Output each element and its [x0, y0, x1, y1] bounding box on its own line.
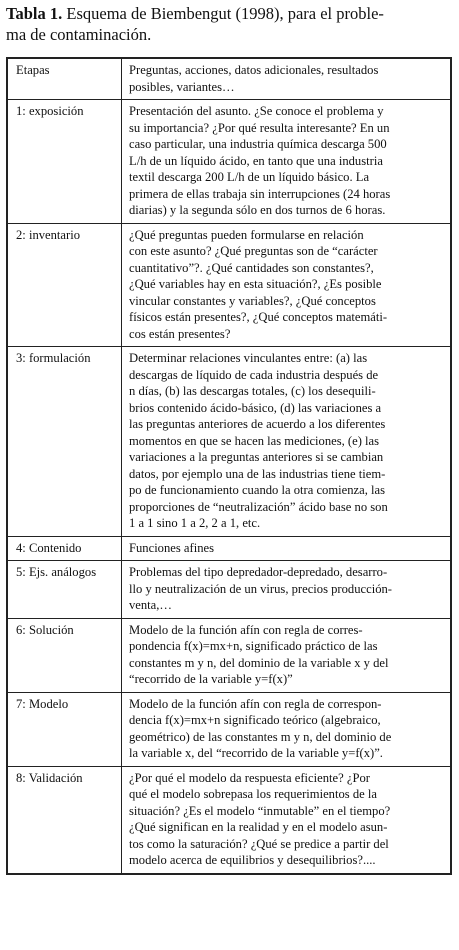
table-header-row — [8, 59, 451, 100]
description-line: Problemas del tipo depredador-depredado, desarro- — [129, 565, 388, 579]
description-line: la variable x, del “recorrido de la variable y=f(x)”. — [129, 746, 383, 760]
description-cell — [122, 347, 451, 537]
description-line: caso particular, una industria química descarga 500 — [129, 137, 387, 151]
stage-cell: 3: formulación — [8, 347, 122, 537]
description-line: “recorrido de la variable y=f(x)” — [129, 672, 293, 686]
description-line: con este asunto? ¿Qué preguntas son de “carácter — [129, 244, 378, 258]
description-line: vincular constantes y variables?, ¿Qué conceptos — [129, 293, 376, 308]
description-line: variaciones a la preguntas anteriores si se cambian — [129, 450, 384, 464]
description-line: descargas de líquido de cada industria después de — [129, 367, 379, 382]
header-preguntas-line-1: Preguntas, acciones, datos adicionales, resultados — [129, 63, 379, 77]
description-line: datos, por ejemplo una de las industrias tiene tiem- — [129, 466, 386, 481]
description-line: momentos en que se hacen las mediciones, (e) las — [129, 433, 380, 448]
table-row — [8, 347, 451, 537]
description-line: llo y neutralización de un virus, precios producción- — [129, 581, 392, 596]
stage-cell: 7: Modelo — [8, 692, 122, 766]
description-line: diarias) y la segunda sólo en dos turnos de 6 horas. — [129, 203, 386, 217]
table-row — [8, 561, 451, 619]
description-line: Funciones afines — [129, 540, 214, 555]
table-row — [8, 100, 451, 224]
description-line: L/h de un líquido ácido, en tanto que una industria — [129, 153, 383, 168]
description-line: situación? ¿Es el modelo “inmutable” en el tiempo? — [129, 803, 391, 818]
stage-cell: 8: Validación — [8, 766, 122, 873]
description-line: pondencia f(x)=mx+n, significado práctico de las — [129, 639, 378, 653]
stage-cell: 6: Solución — [8, 618, 122, 692]
header-preguntas-line-2: posibles, variantes… — [129, 79, 235, 94]
table-row — [8, 536, 451, 561]
description-line: qué el modelo sobrepasa los requerimientos de la — [129, 787, 377, 801]
description-line: Presentación del asunto. ¿Se conoce el problema y — [129, 104, 384, 118]
description-line: 1 a 1 sino 1 a 2, 2 a 1, etc. — [129, 516, 261, 530]
description-line: venta,… — [129, 598, 173, 612]
caption-line-2: ma de contaminación. — [6, 25, 152, 44]
description-line: textil descarga 200 L/h de un líquido básico. La — [129, 170, 370, 184]
description-line: físicos están presentes?, ¿Qué conceptos matemáti- — [129, 310, 388, 324]
stage-cell: 1: exposición — [8, 100, 122, 224]
description-cell — [122, 100, 451, 224]
caption-text-1: Esquema de Biembengut (1998), para el proble- — [62, 4, 384, 23]
description-line: ¿Qué preguntas pueden formularse en relación — [129, 227, 364, 242]
description-line: geométrico) de las constantes m y n, del dominio de — [129, 729, 392, 744]
description-line: las preguntas anteriores de acuerdo a los diferentes — [129, 417, 386, 431]
description-line: Modelo de la función afín con regla de correspon- — [129, 696, 382, 711]
description-line: ¿Qué variables hay en esta situación?, ¿Es posible — [129, 277, 382, 291]
table-row — [8, 692, 451, 766]
description-line: Determinar relaciones vinculantes entre: (a) las — [129, 351, 368, 365]
header-etapas: Etapas — [8, 59, 122, 100]
description-cell — [122, 766, 451, 873]
description-cell — [122, 618, 451, 692]
description-line: cuantitativo”?. ¿Qué cantidades son constantes?, — [129, 260, 374, 275]
description-cell — [122, 561, 451, 619]
table-body — [8, 100, 451, 874]
description-line: po de funcionamiento cuando la otra comienza, las — [129, 483, 385, 497]
description-line: dencia f(x)=mx+n significado teórico (algebraico, — [129, 713, 381, 727]
description-line: primera de ellas trabaja sin interrupciones (24 horas — [129, 186, 391, 201]
stages-table-frame — [6, 57, 452, 875]
description-line: modelo acerca de equilibrios y desequilibrios?.... — [129, 853, 376, 867]
description-line: su importancia? ¿Por qué resulta interesante? En un — [129, 120, 390, 135]
description-line: constantes m y n, del dominio de la variable x y del — [129, 655, 389, 670]
table-row — [8, 766, 451, 873]
stage-cell: 2: inventario — [8, 223, 122, 347]
description-line: tos como la saturación? ¿Qué se predice a partir del — [129, 836, 389, 851]
stage-cell: 5: Ejs. análogos — [8, 561, 122, 619]
caption-label: Tabla 1. — [6, 4, 63, 23]
stage-cell: 4: Contenido — [8, 536, 122, 561]
description-line: n días, (b) las descargas totales, (c) los desequili- — [129, 384, 376, 398]
header-preguntas — [122, 59, 451, 100]
description-cell — [122, 223, 451, 347]
description-line: ¿Por qué el modelo da respuesta eficiente? ¿Por — [129, 770, 370, 785]
table-caption — [6, 3, 452, 45]
description-line: cos están presentes? — [129, 326, 231, 341]
stages-table — [7, 58, 451, 874]
description-line: ¿Qué significan en la realidad y en el modelo asun- — [129, 820, 388, 834]
table-row — [8, 223, 451, 347]
description-line: brios contenido ácido-básico, (d) las variaciones a — [129, 400, 382, 415]
description-line: proporciones de “neutralización” ácido base no son — [129, 499, 388, 514]
description-cell — [122, 692, 451, 766]
table-row — [8, 618, 451, 692]
caption-line-1 — [6, 3, 452, 24]
description-cell — [122, 536, 451, 561]
description-line: Modelo de la función afín con regla de corres- — [129, 622, 363, 637]
